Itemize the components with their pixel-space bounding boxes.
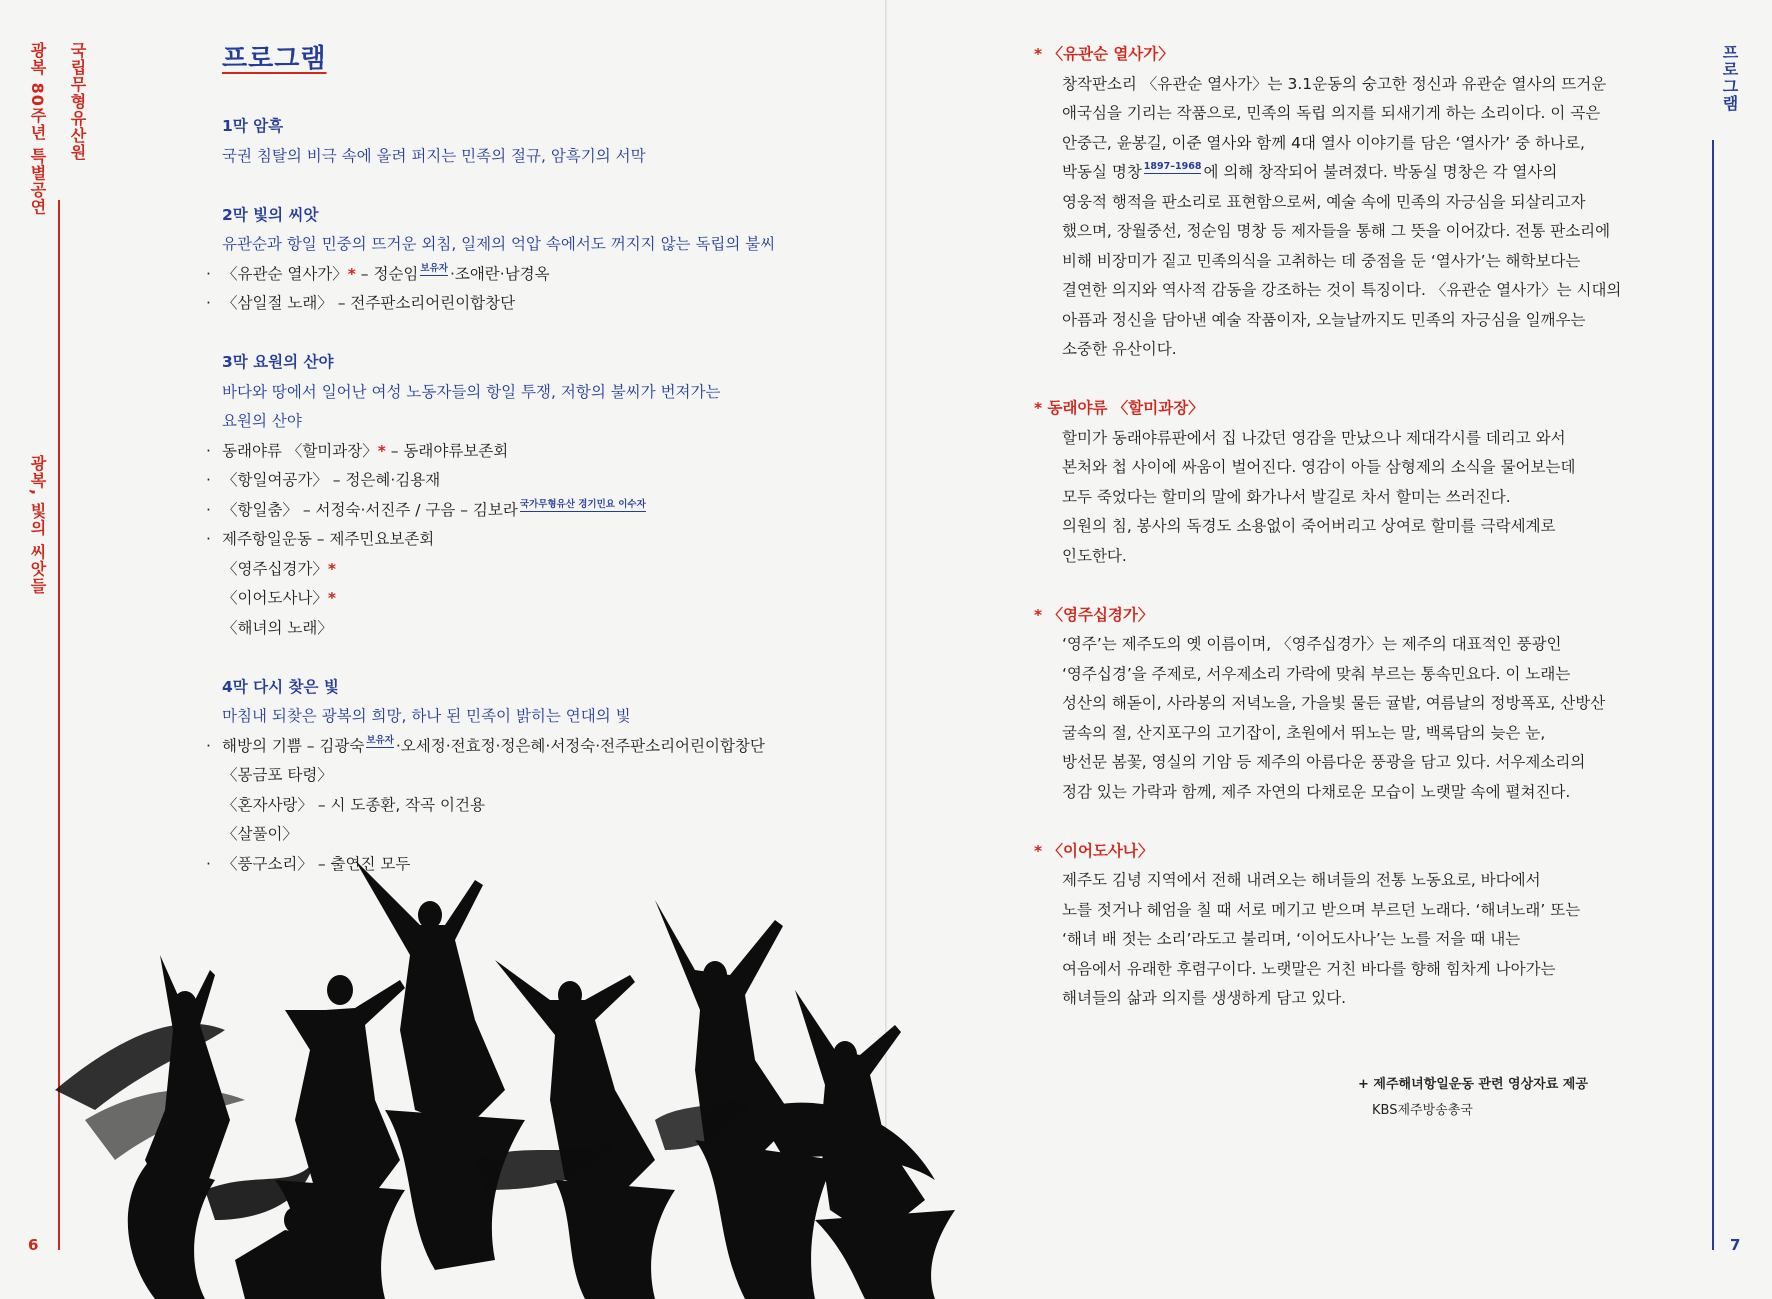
program-item [206, 525, 846, 555]
bullet-dot: · [206, 500, 211, 519]
item-text: 해방의 기쁨 – 김광숙 [222, 736, 365, 755]
note-heading: * 〈유관순 열사가〉 [1034, 45, 1174, 63]
note-line: ‘영주십경’을 주제로, 서우제소리 가락에 맞춰 부르는 통속민요다. 이 노래는 [1062, 664, 1571, 683]
credit-source: KBS제주방송총국 [1372, 1103, 1473, 1118]
item-text: 〈항일여공가〉 – 정은혜·김용재 [222, 471, 441, 489]
role-tag: 보유자 [420, 262, 448, 274]
program-item [206, 791, 846, 821]
act-heading: 1막 암흑 [222, 117, 284, 135]
act-description: 국권 침탈의 비극 속에 울려 퍼지는 민족의 절규, 암흑기의 서막 [222, 146, 646, 165]
program-heading: 프로그램 [222, 44, 327, 74]
item-text: 〈항일춤〉 – 서정숙·서진주 / 구음 – 김보라 [222, 500, 518, 519]
note-line: 창작판소리 〈유관순 열사가〉는 3.1운동의 숭고한 정신과 유관순 열사의 뜨거운 [1062, 74, 1607, 93]
act-block [206, 112, 846, 171]
program-item [206, 584, 846, 614]
item-text: 제주항일운동 – 제주민요보존회 [222, 530, 435, 548]
side-org: 국립무형유산원 [68, 42, 87, 161]
program-item [206, 260, 846, 290]
note-line: 비해 비장미가 짙고 민족의식을 고취하는 데 중점을 둔 ‘열사가’는 해학보다는 [1062, 251, 1581, 270]
act-heading: 2막 빛의 씨앗 [222, 205, 319, 224]
note-line: 박동실 명창 1897–1968 에 의해 창작되어 불려졌다. 박동실 명창은 각 열사의 [1062, 161, 1558, 181]
bullet-dot: · [206, 294, 211, 312]
side-title-program: 프로그램 [1720, 44, 1739, 112]
item-text: – 동래야류보존회 [385, 441, 509, 460]
act-description: 유관순과 항일 민중의 뜨거운 외침, 일제의 억압 속에서도 꺼지지 않는 독립의 불씨 [222, 235, 776, 253]
note-line: 애국심을 기리는 작품으로, 민족의 독립 의지를 되새기게 하는 소리이다. 이 곡은 [1062, 104, 1601, 122]
note-heading: * 동래야류 〈할미과장〉 [1034, 399, 1204, 417]
years-tag: 1897–1968 [1143, 161, 1202, 172]
item-text: 동래야류 〈할미과장〉 [222, 441, 378, 460]
note-heading: * 〈이어도사나〉 [1034, 841, 1154, 860]
program-item [206, 289, 846, 319]
note-line: 모두 죽었다는 할미의 말에 화가나서 발길로 차서 할미는 쓰러진다. [1062, 487, 1511, 506]
note-line: 안중근, 윤봉길, 이준 열사와 함께 4대 열사 이야기를 담은 ‘열사가’ 중 하나로, [1062, 133, 1585, 152]
bullet-dot: · [206, 530, 211, 548]
item-text: ·오세정·전효정·정은혜·서정숙·전주판소리어린이합창단 [395, 736, 765, 755]
dancers-illustration [55, 860, 975, 1299]
side-title-event: 광복 80주년 특별공연 [28, 42, 47, 216]
asterisk-mark: * [347, 264, 356, 283]
program-item [206, 732, 846, 762]
item-text: 〈이어도사나〉 [222, 589, 328, 607]
note-line: 결연한 의지와 역사적 감동을 강조하는 것이 특징이다. 〈유관순 열사가〉는 시대의 [1062, 281, 1622, 299]
note-line: 본처와 첩 사이에 싸움이 벌어진다. 영감이 아들 삼형제의 소식을 물어보는데 [1062, 458, 1576, 476]
act-block [206, 201, 846, 319]
credit-heading: + 제주해녀항일운동 관련 영상자료 제공 [1358, 1077, 1588, 1092]
note-line: 했으며, 장월중선, 정순임 명창 등 제자들을 통해 그 뜻을 이어갔다. 전통 판소리에 [1062, 222, 1611, 240]
note-line: 소중한 유산이다. [1062, 340, 1177, 358]
note-section [1034, 40, 1648, 365]
item-text: 〈삼일절 노래〉 – 전주판소리어린이합창단 [222, 294, 516, 312]
act-heading: 4막 다시 찾은 빛 [222, 677, 339, 696]
program-item [206, 496, 846, 526]
note-line: 영웅적 행적을 판소리로 표현함으로써, 예술 속에 민족의 자긍심을 되살리고자 [1062, 192, 1586, 211]
note-line: 굴속의 절, 산지포구의 고기잡이, 초원에서 뛰노는 말, 백록담의 늦은 눈, [1062, 723, 1546, 742]
program-item [206, 437, 846, 467]
note-line: 제주도 김녕 지역에서 전해 내려오는 해녀들의 전통 노동요로, 바다에서 [1062, 871, 1541, 889]
note-section [1034, 601, 1648, 808]
item-text: 〈몽금포 타령〉 [222, 766, 333, 784]
page-number-right: 7 [1730, 1236, 1741, 1254]
note-line: 할미가 동래야류판에서 집 나갔던 영감을 만났으나 제대각시를 데리고 와서 [1062, 428, 1566, 447]
credit-note [1358, 1072, 1588, 1124]
act-block [206, 348, 846, 643]
act-description: 요원의 산야 [222, 412, 302, 430]
program-item [206, 820, 846, 850]
item-text: 〈살풀이〉 [222, 825, 298, 843]
role-tag: 국가무형유산 경기민요 이수자 [519, 498, 646, 510]
item-text: – 정순임 [355, 264, 419, 283]
note-heading: * 〈영주십경가〉 [1034, 605, 1154, 624]
asterisk-mark: * [377, 441, 386, 460]
note-line: 여음에서 유래한 후렴구이다. 노랫말은 거친 바다를 향해 힘차게 나아가는 [1062, 959, 1556, 978]
program-item [206, 555, 846, 585]
act-block [206, 673, 846, 880]
program-item [206, 761, 846, 791]
bullet-dot: · [206, 471, 211, 489]
bullet-dot: · [206, 264, 211, 283]
item-text: ·조애란·남경옥 [449, 264, 550, 283]
note-line: ‘해녀 배 젓는 소리’라도고 불리며, ‘이어도사나’는 노를 저을 때 내는 [1062, 930, 1521, 948]
asterisk-mark: * [327, 589, 336, 607]
program-item [206, 614, 846, 644]
bullet-dot: · [206, 441, 211, 460]
note-line: 의원의 침, 봉사의 독경도 소용없이 죽어버리고 상여로 할미를 극락세계로 [1062, 517, 1556, 535]
item-text: 〈풍구소리〉 – 출연진 모두 [222, 854, 411, 873]
note-section [1034, 394, 1648, 571]
role-tag: 보유자 [366, 734, 394, 746]
note-line: 방선문 봄꽃, 영실의 기암 등 제주의 아름다운 풍광을 담고 있다. 서우제소리의 [1062, 753, 1586, 771]
note-section [1034, 837, 1648, 1014]
item-text: 〈혼자사랑〉 – 시 도종환, 작곡 이건용 [222, 795, 485, 814]
note-line: 성산의 해돋이, 사라봉의 저녁노을, 가을빛 물든 귤밭, 여름날의 정방폭포, 산방산 [1062, 694, 1606, 712]
act-heading: 3막 요원의 산야 [222, 353, 334, 371]
program-list [206, 112, 846, 909]
bullet-dot: · [206, 736, 211, 755]
side-title-show: 광복, 빛의 씨앗들 [28, 455, 47, 595]
act-description: 바다와 땅에서 일어난 여성 노동자들의 항일 투쟁, 저항의 불씨가 번져가는 [222, 382, 721, 401]
program-item [206, 466, 846, 496]
note-line: 정감 있는 가락과 함께, 제주 자연의 다채로운 모습이 노랫말 속에 펼쳐진다. [1062, 782, 1571, 801]
act-description: 마침내 되찾은 광복의 희망, 하나 된 민족이 밝히는 연대의 빛 [222, 707, 631, 725]
note-line: ‘영주’는 제주도의 옛 이름이며, 〈영주십경가〉는 제주의 대표적인 풍광인 [1062, 635, 1562, 653]
bullet-dot: · [206, 854, 211, 873]
asterisk-mark: * [327, 559, 336, 578]
right-side-rule [1712, 140, 1714, 1250]
item-text: 〈영주십경가〉 [222, 559, 328, 578]
program-notes [1034, 40, 1648, 1043]
page-number-left: 6 [28, 1236, 39, 1254]
item-text: 〈유관순 열사가〉 [222, 264, 348, 283]
item-text: 〈해녀의 노래〉 [222, 618, 333, 637]
note-line: 인도한다. [1062, 546, 1127, 565]
note-line: 노를 젓거나 헤엄을 칠 때 서로 메기고 받으며 부르던 노래다. ‘해녀노래’ 또는 [1062, 900, 1581, 919]
note-line: 해녀들의 삶과 의지를 생생하게 담고 있다. [1062, 989, 1347, 1007]
note-line: 아픔과 정신을 담아낸 예술 작품이자, 오늘날까지도 민족의 자긍심을 일깨우는 [1062, 310, 1586, 329]
